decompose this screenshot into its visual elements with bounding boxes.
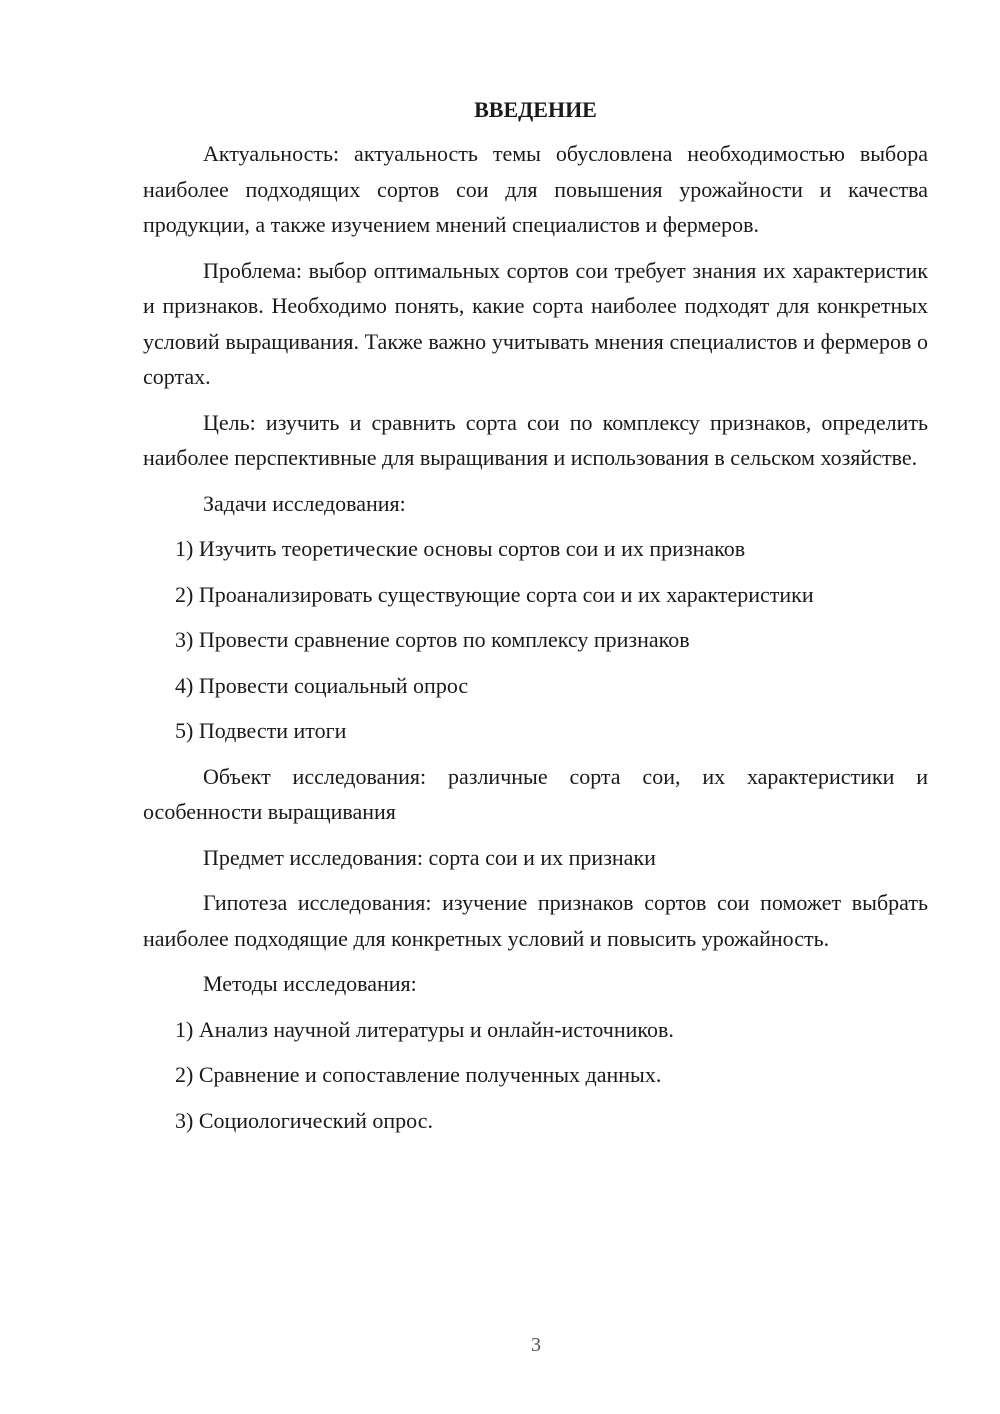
method-item: 1) Анализ научной литературы и онлайн-источников. bbox=[175, 1016, 674, 1042]
relevance-paragraph: Актуальность: актуальность темы обусловлена необходимостью выбора наиболее подходящих сортов сои для повышения урожайности и качества продукции, а также изучением мнений специалистов и фермеров. bbox=[143, 141, 928, 237]
page-number: 3 bbox=[531, 1334, 541, 1356]
method-item: 3) Социологический опрос. bbox=[175, 1107, 433, 1133]
object-paragraph: Объект исследования: различные сорта сои, их характеристики и особенности выращивания bbox=[143, 763, 928, 824]
task-item: 4) Провести социальный опрос bbox=[175, 672, 469, 698]
goal-paragraph: Цель: изучить и сравнить сорта сои по комплексу признаков, определить наиболее перспективные для выращивания и использования в сельском хозяйстве. bbox=[143, 409, 928, 470]
hypothesis-paragraph: Гипотеза исследования: изучение признаков сортов сои поможет выбрать наиболее подходящие для конкретных условий и повысить урожайность. bbox=[143, 890, 928, 951]
methods-title: Методы исследования: bbox=[203, 971, 417, 996]
task-item: 5) Подвести итоги bbox=[175, 718, 347, 743]
document-page bbox=[143, 90, 928, 1148]
section-heading: ВВЕДЕНИЕ bbox=[474, 97, 597, 122]
task-item: 1) Изучить теоретические основы сортов сои и их признаков bbox=[175, 536, 746, 561]
method-item: 2) Сравнение и сопоставление полученных данных. bbox=[175, 1062, 662, 1087]
task-item: 3) Провести сравнение сортов по комплексу признаков bbox=[175, 627, 690, 652]
subject-paragraph: Предмет исследования: сорта сои и их признаки bbox=[203, 844, 656, 870]
problem-paragraph: Проблема: выбор оптимальных сортов сои требует знания их характеристик и признаков. Необходимо понять, какие сорта наиболее подходят для конкретных условий выращивания. Также важно учитывать мнения специалистов и фермеров о сортах. bbox=[143, 257, 928, 389]
task-item: 2) Проанализировать существующие сорта сои и их характеристики bbox=[175, 581, 814, 607]
tasks-title: Задачи исследования: bbox=[203, 490, 406, 516]
